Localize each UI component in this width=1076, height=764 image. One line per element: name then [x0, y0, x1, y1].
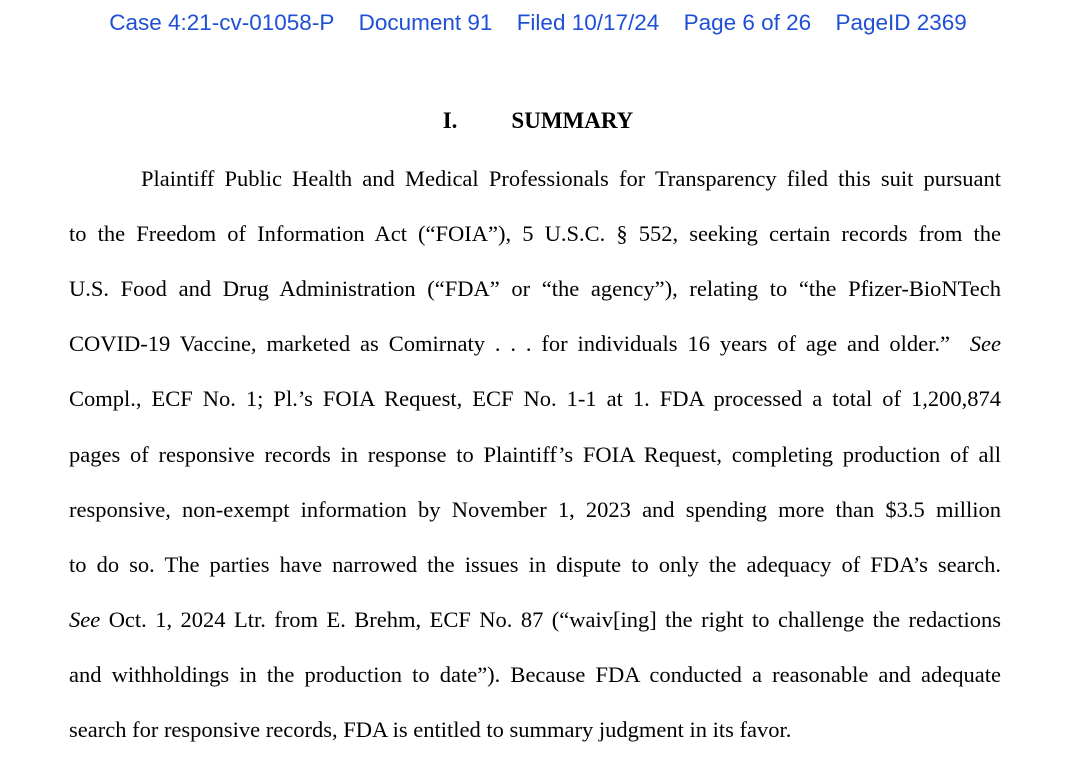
document-number: Document 91	[358, 10, 493, 35]
page-header	[0, 10, 1076, 36]
body-line: U.S. Food and Drug Administration (“FDA” or “the agency”), relating to “the Pfizer-BioNTech	[69, 276, 1001, 301]
section-title: SUMMARY	[511, 108, 634, 133]
body-line: Compl., ECF No. 1; Pl.’s FOIA Request, ECF No. 1-1 at 1. FDA processed a total of 1,200,874	[69, 386, 1001, 411]
body-line: and withholdings in the production to date”). Because FDA conducted a reasonable and adequate	[69, 662, 1001, 687]
see-signal: See	[69, 607, 101, 632]
body-line: to the Freedom of Information Act (“FOIA”), 5 U.S.C. § 552, seeking certain records from the	[69, 221, 1001, 246]
body-line: Plaintiff Public Health and Medical Professionals for Transparency filed this suit pursuant	[141, 166, 1001, 191]
filed-date: Filed 10/17/24	[516, 10, 660, 35]
page-id: PageID 2369	[835, 10, 967, 35]
section-heading	[0, 108, 1076, 134]
case-number: Case 4:21-cv-01058-P	[109, 10, 335, 35]
body-line: COVID-19 Vaccine, marketed as Comirnaty . . . for individuals 16 years of age and older.” See	[69, 331, 1002, 356]
section-number: I.	[442, 108, 458, 133]
body-line: responsive, non-exempt information by November 1, 2023 and spending more than $3.5 million	[69, 497, 1001, 522]
see-signal: See	[969, 331, 1002, 356]
body-line: pages of responsive records in response to Plaintiff’s FOIA Request, completing production of all	[69, 442, 1001, 467]
body-line: search for responsive records, FDA is entitled to summary judgment in its favor.	[69, 717, 792, 742]
page-number: Page 6 of 26	[683, 10, 812, 35]
body-line: See Oct. 1, 2024 Ltr. from E. Brehm, ECF No. 87 (“waiv[ing] the right to challenge the redactions	[69, 607, 1002, 632]
body-line: to do so. The parties have narrowed the issues in dispute to only the adequacy of FDA’s search.	[69, 552, 1001, 577]
